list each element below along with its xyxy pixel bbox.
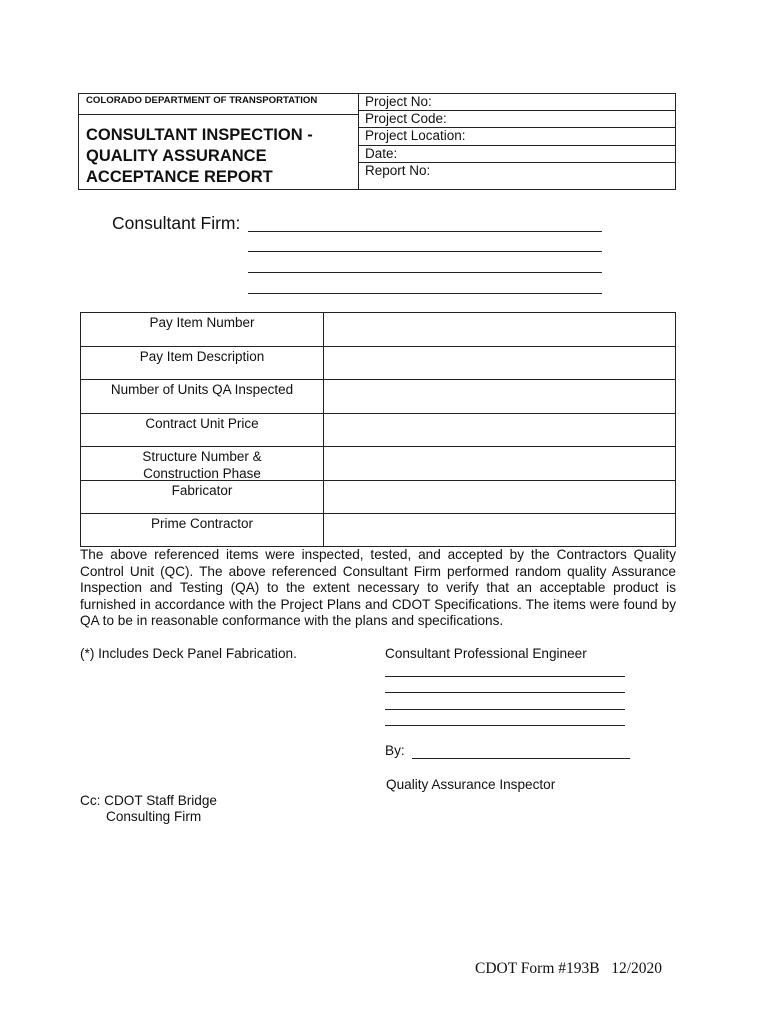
table-row <box>81 347 675 380</box>
report-title <box>79 115 358 188</box>
pay-item-number-value[interactable] <box>324 313 675 346</box>
pay-items-table <box>80 312 676 547</box>
engineer-signature-line[interactable] <box>385 709 625 710</box>
engineer-signature-line[interactable] <box>385 692 625 693</box>
table-row <box>81 514 675 547</box>
table-row <box>81 380 675 414</box>
project-meta-cell <box>359 94 675 189</box>
table-row <box>81 414 675 447</box>
engineer-label: Consultant Professional Engineer <box>385 646 587 661</box>
project-number-field[interactable]: Project No: <box>359 94 675 111</box>
agency-name: COLORADO DEPARTMENT OF TRANSPORTATION <box>79 94 358 115</box>
table-row <box>81 447 675 481</box>
row-label: Pay Item Number <box>81 313 324 346</box>
inspector-label: Quality Assurance Inspector <box>386 777 556 792</box>
row-label: Number of Units QA Inspected <box>81 380 324 413</box>
project-location-field[interactable]: Project Location: <box>359 128 675 145</box>
row-label: Prime Contractor <box>81 514 324 547</box>
cc-line-2: Consulting Firm <box>106 809 202 824</box>
by-signature-line[interactable] <box>412 758 630 759</box>
project-code-field[interactable]: Project Code: <box>359 111 675 128</box>
consultant-firm-line[interactable] <box>248 293 602 294</box>
engineer-signature-line[interactable] <box>385 676 625 677</box>
row-label: Structure Number & Construction Phase <box>81 447 324 480</box>
header-title-cell <box>79 94 359 189</box>
report-header <box>78 93 676 190</box>
form-identifier: CDOT Form #193B 12/2020 <box>475 960 663 977</box>
contract-unit-price-value[interactable] <box>324 414 675 446</box>
prime-contractor-value[interactable] <box>324 514 675 547</box>
fabricator-value[interactable] <box>324 481 675 513</box>
cc-line-1: Cc: CDOT Staff Bridge <box>80 793 217 808</box>
acceptance-statement: The above referenced items were inspected, tested, and accepted by the Contractors Quality Control Unit (QC). The above referenced Consultant Firm performed random quality Assurance Inspection and Testing (QA) to the extent necessary to verify that an acceptable product is furnished in accordance with the Project Plans and CDOT Specifications. The items were found by QA to be in reasonable conformance with the plans and specifications. <box>80 547 676 628</box>
by-label: By: <box>385 743 405 758</box>
date-field[interactable]: Date: <box>359 146 675 163</box>
pay-item-description-value[interactable] <box>324 347 675 379</box>
consultant-firm-line[interactable] <box>248 251 602 252</box>
row-label: Fabricator <box>81 481 324 513</box>
consultant-firm-line[interactable] <box>248 272 602 273</box>
structure-number-value[interactable] <box>324 447 675 480</box>
table-row <box>81 313 675 347</box>
report-title-line: ACCEPTANCE REPORT <box>86 168 273 186</box>
report-title-line: QUALITY ASSURANCE <box>86 147 267 165</box>
units-inspected-value[interactable] <box>324 380 675 413</box>
consultant-firm-label: Consultant Firm: <box>112 213 241 233</box>
row-label: Contract Unit Price <box>81 414 324 446</box>
consultant-firm-line[interactable] <box>248 231 602 232</box>
report-number-field[interactable]: Report No: <box>365 162 431 178</box>
footnote: (*) Includes Deck Panel Fabrication. <box>80 646 297 661</box>
row-label: Pay Item Description <box>81 347 324 379</box>
report-title-line: CONSULTANT INSPECTION - <box>86 126 313 144</box>
table-row <box>81 481 675 514</box>
engineer-signature-line[interactable] <box>385 725 625 726</box>
